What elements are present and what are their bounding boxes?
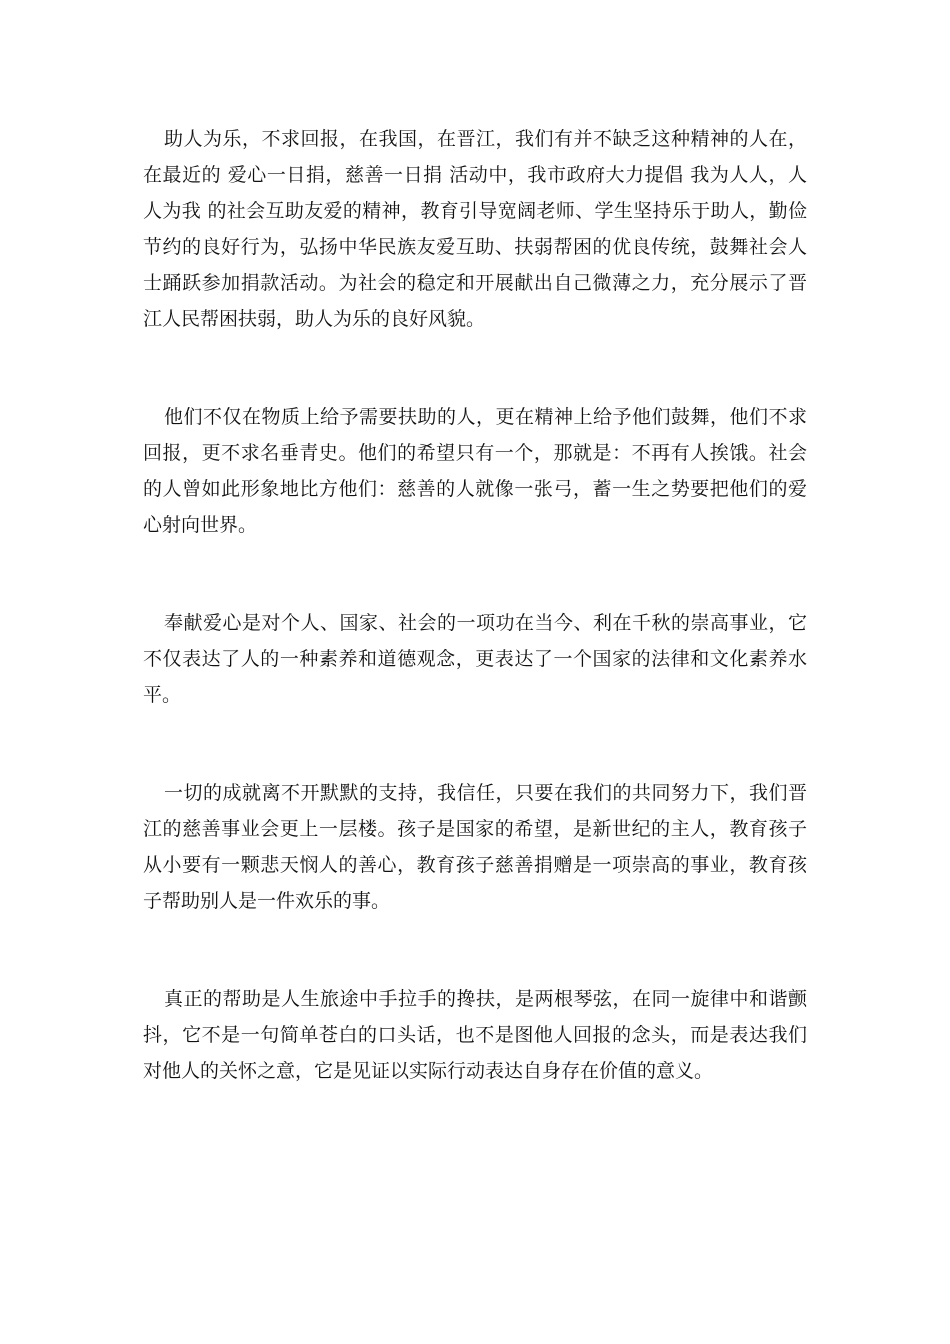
paragraph-3: 奉献爱心是对个人、国家、社会的一项功在当今、利在千秋的崇高事业，它不仅表达了人的一种素养和道德观念，更表达了一个国家的法律和文化素养水平。 bbox=[143, 612, 807, 706]
paragraph-5: 真正的帮助是人生旅途中手拉手的搀扶，是两根琴弦，在同一旋律中和谐颤抖，它不是一句简单苍白的口头话，也不是图他人回报的念头，而是表达我们对他人的关怀之意，它是见证以实际行动表达自身存在价值的意义。 bbox=[143, 988, 807, 1082]
paragraph-2: 他们不仅在物质上给予需要扶助的人，更在精神上给予他们鼓舞，他们不求回报，更不求名垂青史。他们的希望只有一个，那就是：不再有人挨饿。社会的人曾如此形象地比方他们：慈善的人就像一张弓，蓄一生之势要把他们的爱心射向世界。 bbox=[143, 406, 807, 536]
document-body bbox=[143, 121, 807, 1089]
paragraph-1: 助人为乐，不求回报，在我国，在晋江，我们有并不缺乏这种精神的人在，在最近的 爱心一日捐，慈善一日捐 活动中，我市政府大力提倡 我为人人，人人为我 的社会互助友爱的精神，教育引导宽阔老师、学生坚持乐于助人，勤俭节约的良好行为，弘扬中华民族友爱互助、扶弱帮困的优良传统，鼓舞社会人士踊跃参加捐款活动。为社会的稳定和开展献出自己微薄之力，充分展示了晋江人民帮困扶弱，助人为乐的良好风貌。 bbox=[143, 128, 807, 330]
paragraph-4: 一切的成就离不开默默的支持，我信任，只要在我们的共同努力下，我们晋江的慈善事业会更上一层楼。孩子是国家的希望，是新世纪的主人，教育孩子从小要有一颗悲天悯人的善心，教育孩子慈善捐赠是一项崇高的事业，教育孩子帮助别人是一件欢乐的事。 bbox=[143, 782, 807, 912]
